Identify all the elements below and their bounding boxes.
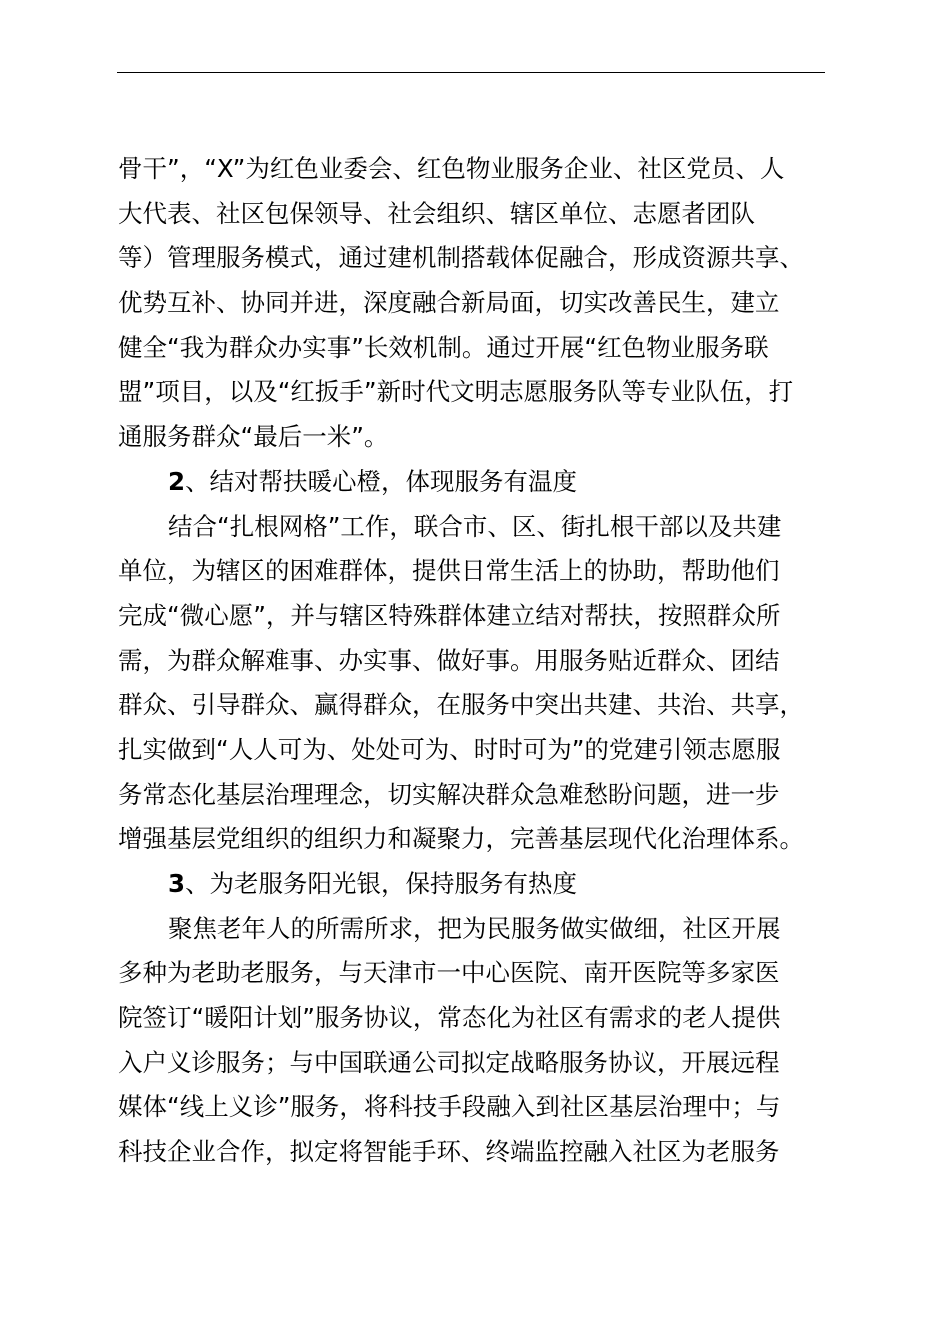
text-line: 务常态化基层治理理念，切实解决群众急难愁盼问题，进一步 — [118, 779, 780, 809]
text-line: 聚焦老年人的所需所求，把为民服务做实做细，社区开展 — [168, 913, 781, 943]
section-title: 、为老服务阳光银，保持服务有热度 — [185, 869, 578, 898]
text-line: 盟”项目，以及“红扳手”新时代文明志愿服务队等专业队伍，打 — [118, 377, 794, 407]
document-body — [118, 147, 830, 1175]
section-number: 2 — [168, 466, 186, 496]
text-line: 多种为老助老服务，与天津市一中心医院、南开医院等多家医 — [118, 958, 780, 988]
text-line: 需，为群众解难事、办实事、做好事。用服务贴近群众、团结 — [118, 645, 780, 675]
text-line: 扎实做到“人人可为、处处可为、时时可为”的党建引领志愿服 — [118, 734, 781, 764]
text-line: 大代表、社区包保领导、社会组织、辖区单位、志愿者团队 — [118, 198, 755, 228]
text-line: 科技企业合作，拟定将智能手环、终端监控融入社区为老服务 — [118, 1137, 780, 1167]
section-heading-2 — [118, 460, 830, 505]
section-title: 、结对帮扶暖心橙，体现服务有温度 — [185, 466, 578, 496]
text-line: 单位，为辖区的困难群体，提供日常生活上的协助，帮助他们 — [118, 556, 780, 586]
text-line: 优势互补、协同并进，深度融合新局面，切实改善民生，建立 — [118, 288, 780, 318]
section-number: 3 — [168, 869, 186, 898]
text-line: 群众、引导群众、赢得群众，在服务中突出共建、共治、共享， — [118, 690, 804, 720]
header-rule — [117, 72, 825, 73]
text-line: 健全“我为群众办实事”长效机制。通过开展“红色物业服务联 — [118, 332, 769, 362]
text-line: 骨干”，“X”为红色业委会、红色物业服务企业、社区党员、人 — [118, 154, 785, 183]
text-line: 媒体“线上义诊”服务，将科技手段融入到社区基层治理中；与 — [118, 1092, 781, 1122]
text-line: 结合“扎根网格”工作，联合市、区、街扎根干部以及共建 — [168, 511, 782, 541]
text-line: 通服务群众“最后一米”。 — [118, 422, 389, 452]
text-line: 等）管理服务模式，通过建机制搭载体促融合，形成资源共享、 — [118, 243, 804, 273]
text-line: 完成“微心愿”，并与辖区特殊群体建立结对帮扶，按照群众所 — [118, 600, 781, 630]
text-line: 院签订“暖阳计划”服务协议，常态化为社区有需求的老人提供 — [118, 1003, 781, 1033]
section-heading-3 — [118, 862, 830, 907]
text-line: 增强基层党组织的组织力和凝聚力，完善基层现代化治理体系。 — [118, 824, 804, 854]
text-line: 入户义诊服务；与中国联通公司拟定战略服务协议，开展远程 — [118, 1047, 780, 1077]
